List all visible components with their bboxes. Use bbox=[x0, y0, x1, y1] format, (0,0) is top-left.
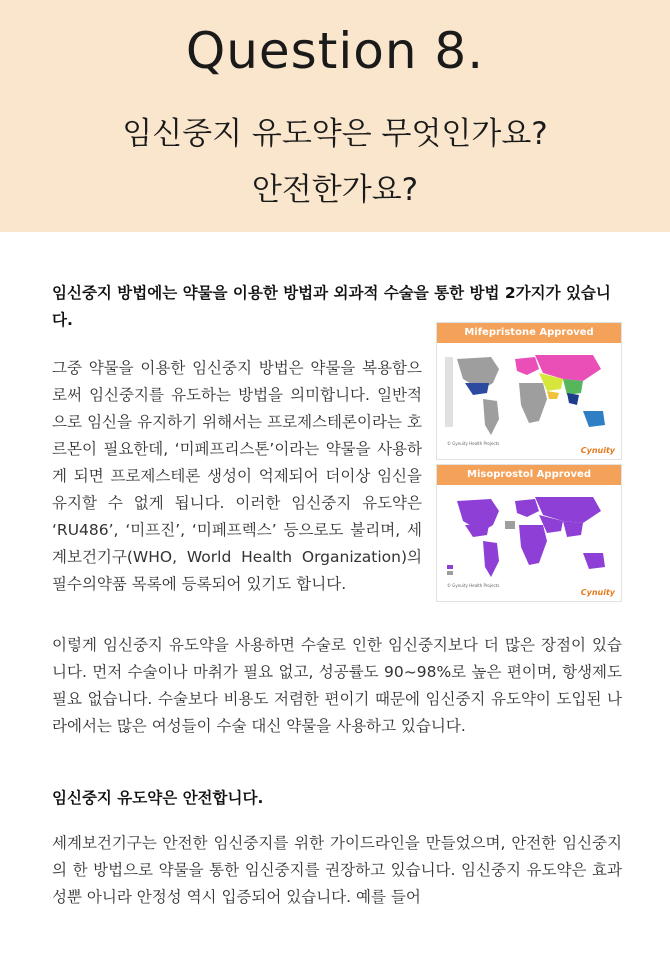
section3-heading-block bbox=[52, 785, 622, 812]
section2-body bbox=[52, 632, 622, 740]
misoprostol-map bbox=[436, 464, 622, 602]
section1-paragraph: 그중 약물을 이용한 임신중지 방법은 약물을 복용함으로써 임신중지를 유도하는 방법을 의미합니다. 일반적으로 임신을 유지하기 위해서는 프로제스테론이라는 호르몬이 필요한데, ‘미페프리스톤’이라는 약물을 사용하게 되면 프로제스테론 생성이 억제되어 더이상 임신을 유지할 수 없게 됩니다. 이러한 임신중지 유도약은 ‘RU486’, ‘미프진’, ‘미페프렉스’ 등으로도 불리며, 세계보건기구(WHO, World Health Organization)의 필수의약품 목록에 등록되어 있기도 합니다. bbox=[52, 359, 422, 593]
svg-text:© Gynuity Health Projects: © Gynuity Health Projects bbox=[447, 583, 500, 588]
section3-body bbox=[52, 830, 622, 911]
section2-paragraph: 이렇게 임신중지 유도약을 사용하면 수술로 인한 임신중지보다 더 많은 장점이 있습니다. 먼저 수술이나 마취가 필요 없고, 성공률도 90~98%로 높은 편이며, 항생제도 필요 없습니다. 수술보다 비용도 저렴한 편이기 때문에 임신중지 유도약이 도입된 나라에서는 많은 여성들이 수술 대신 약물을 사용하고 있습니다. bbox=[52, 636, 622, 735]
mifepristone-map bbox=[436, 322, 622, 460]
svg-text:© Gynuity Health Projects: © Gynuity Health Projects bbox=[447, 441, 500, 446]
section1-body bbox=[52, 355, 422, 598]
misoprostol-brand: Cynuity bbox=[580, 588, 615, 597]
section3-paragraph: 세계보건기구는 안전한 임신중지를 위한 가이드라인을 만들었으며, 안전한 임신중지의 한 방법으로 약물을 통한 임신중지를 권장하고 있습니다. 임신중지 유도약은 효과성뿐 아니라 안정성 역시 입증되어 있습니다. 예를 들어 bbox=[52, 834, 622, 906]
question-subtitle-line1: 임신중지 유도약은 무엇인가요? bbox=[122, 116, 548, 152]
section1-heading: 임신중지 방법에는 약물을 이용한 방법과 외과적 수술을 통한 방법 2가지가 있습니다. bbox=[52, 284, 611, 329]
world-map-misoprostol-icon bbox=[443, 491, 615, 591]
misoprostol-map-title: Misoprostol Approved bbox=[437, 465, 621, 485]
mifepristone-map-title: Mifepristone Approved bbox=[437, 323, 621, 343]
world-map-mifepristone-icon bbox=[443, 349, 615, 449]
question-subtitle-line2: 안전한가요? bbox=[251, 172, 419, 208]
header-banner bbox=[0, 0, 670, 232]
approval-maps bbox=[436, 322, 620, 606]
section3-heading: 임신중지 유도약은 안전합니다. bbox=[52, 789, 264, 807]
mifepristone-brand: Cynuity bbox=[580, 446, 615, 455]
question-title: Question 8. bbox=[185, 22, 485, 80]
